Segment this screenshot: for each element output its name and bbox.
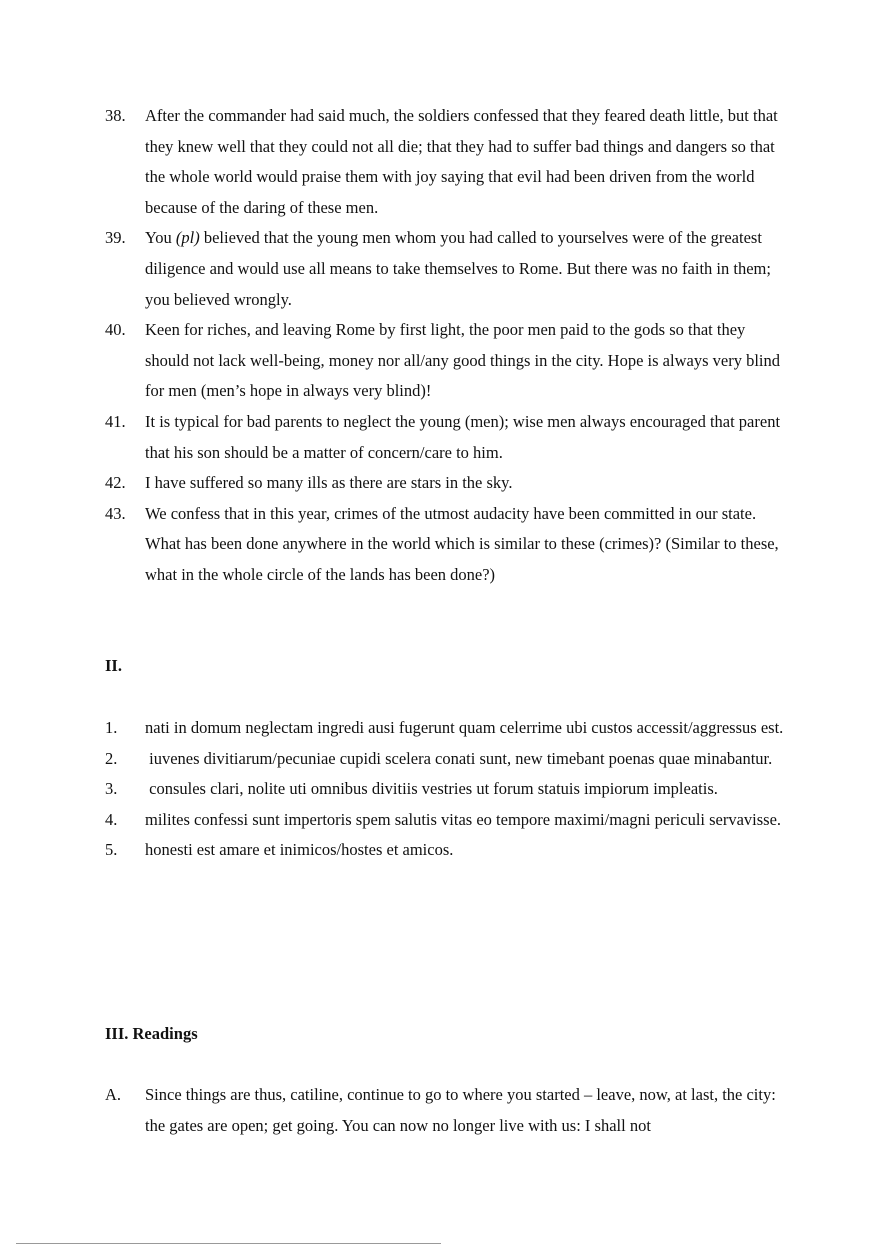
item-text: We confess that in this year, crimes of the utmost audacity have been committed in our state. What has been done anywhere in the world which is similar to these (crimes)? (Similar to these, what in the whole circle of the lands has been done?) (145, 503, 779, 584)
item-number: 4. (105, 809, 118, 829)
list-item (105, 468, 785, 499)
list-item (105, 223, 785, 315)
footnote-rule (16, 1243, 441, 1244)
list-item (105, 407, 785, 468)
readings-list (105, 1080, 785, 1141)
item-text: After the commander had said much, the soldiers confessed that they feared death little, but that they knew well that they could not all die; that they had to suffer bad things and dangers so that the whole world would praise them with joy saying that evil had been driven from the world because of the daring of these men. (145, 106, 778, 217)
item-number: 5. (105, 840, 118, 860)
item-text: nati in domum neglectam ingredi ausi fugerunt quam celerrime ubi custos accessit/aggressus est. (145, 718, 784, 737)
item-text-italic: (pl) (175, 228, 200, 248)
item-text-start: You (145, 228, 176, 248)
item-text: consules clari, nolite uti omnibus divitiis vestries ut forum statuis impiorum impleatis. (145, 779, 718, 799)
list-item (105, 744, 785, 775)
item-number: 38. (105, 106, 126, 125)
item-text-end: believed that the young men whom you had called to yourselves were of the greatest diligence and would use all means to take themselves to Rome. But there was no faith in them; you believed wrongly. (145, 228, 771, 309)
item-number: 2. (105, 748, 118, 768)
translation-list (105, 101, 785, 591)
item-number: 39. (105, 228, 126, 248)
item-number: 43. (105, 503, 126, 523)
section-heading-three: III. Readings (105, 1024, 198, 1043)
item-text: It is typical for bad parents to neglect the young (men); wise men always encouraged that parent that his son should be a matter of concern/care to him. (145, 411, 781, 462)
item-text: Since things are thus, catiline, continue to go to where you started – leave, now, at last, the city: the gates are open; get going. You can now no longer live with us: I shall not (145, 1085, 776, 1135)
item-text: iuvenes divitiarum/pecuniae cupidi scelera conati sunt, new timebant poenas quae minabantur. (145, 748, 773, 768)
item-text: I have suffered so many ills as there are stars in the sky. (145, 473, 513, 493)
item-text: Keen for riches, and leaving Rome by first light, the poor men paid to the gods so that they should not lack well-being, money nor all/any good things in the city. Hope is always very blind for men (men’s hope in always very blind)! (145, 320, 780, 401)
item-number: 40. (105, 320, 126, 340)
list-item (105, 315, 785, 407)
item-number: 1. (105, 718, 118, 737)
list-item (105, 774, 785, 805)
latin-list (105, 713, 785, 866)
list-item (105, 499, 785, 591)
item-text: milites confessi sunt impertoris spem salutis vitas eo tempore maximi/magni periculi servavisse. (145, 809, 782, 829)
section-heading-two: II. (105, 656, 122, 675)
item-number: 42. (105, 473, 126, 493)
item-number: 41. (105, 411, 126, 431)
list-item (105, 1080, 785, 1141)
item-number: 3. (105, 779, 118, 799)
item-text: honesti est amare et inimicos/hostes et amicos. (145, 840, 454, 860)
list-item (105, 101, 785, 223)
item-number: A. (105, 1085, 122, 1104)
list-item (105, 805, 785, 836)
list-item (105, 835, 785, 866)
list-item (105, 713, 785, 744)
